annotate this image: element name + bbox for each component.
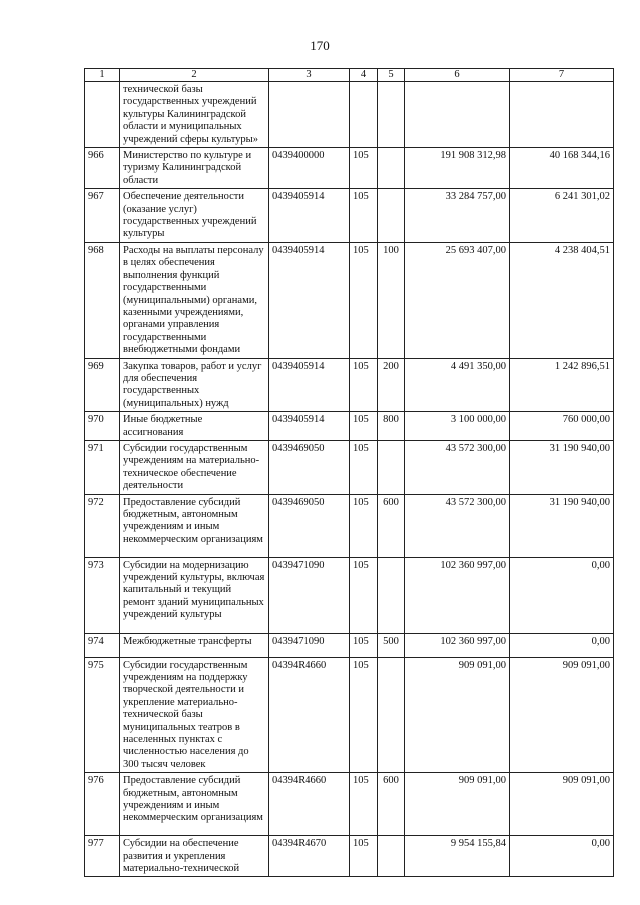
row-number: 971: [85, 440, 120, 494]
row-number: 970: [85, 412, 120, 441]
row-target-code: 0439400000: [269, 148, 350, 189]
row-number: 977: [85, 836, 120, 877]
row-name: Субсидии государственным учреждениям на материально-техническое обеспечение деятельности: [120, 440, 269, 494]
row-target-code: 0439405914: [269, 412, 350, 441]
row-name: Иные бюджетные ассигнования: [120, 412, 269, 441]
row-expense-type: [378, 836, 405, 877]
row-name: Субсидии на обеспечение развития и укрепления материально-технической: [120, 836, 269, 877]
row-amount-1: 909 091,00: [405, 773, 510, 836]
row-amount-2: 0,00: [510, 633, 614, 657]
row-number: 968: [85, 242, 120, 358]
row-target-code: 0439471090: [269, 633, 350, 657]
row-name: технической базы государственных учреждений культуры Калининградской области и муниципальных учреждений сферы культуры»: [120, 82, 269, 148]
row-chapter: [350, 82, 378, 148]
row-number: 974: [85, 633, 120, 657]
row-number: 967: [85, 189, 120, 243]
header-row: [85, 69, 614, 82]
row-expense-type: 100: [378, 242, 405, 358]
row-amount-1: 4 491 350,00: [405, 358, 510, 412]
row-chapter: 105: [350, 836, 378, 877]
header-cell: 3: [269, 69, 350, 82]
row-expense-type: [378, 440, 405, 494]
row-chapter: 105: [350, 633, 378, 657]
row-amount-2: 31 190 940,00: [510, 440, 614, 494]
budget-table: [84, 68, 614, 877]
table-row: [85, 557, 614, 633]
header-cell: 6: [405, 69, 510, 82]
row-amount-1: 9 954 155,84: [405, 836, 510, 877]
row-expense-type: [378, 189, 405, 243]
row-expense-type: [378, 557, 405, 633]
row-number: 973: [85, 557, 120, 633]
row-expense-type: [378, 82, 405, 148]
row-chapter: 105: [350, 557, 378, 633]
table-row: [85, 412, 614, 441]
row-amount-2: 31 190 940,00: [510, 494, 614, 557]
row-number: 966: [85, 148, 120, 189]
row-target-code: 04394R4670: [269, 836, 350, 877]
table-row: [85, 440, 614, 494]
row-amount-1: 102 360 997,00: [405, 633, 510, 657]
row-target-code: 0439405914: [269, 358, 350, 412]
table-row: [85, 358, 614, 412]
table-row: [85, 82, 614, 148]
row-chapter: 105: [350, 440, 378, 494]
row-name: Министерство по культуре и туризму Калининградской области: [120, 148, 269, 189]
row-name: Расходы на выплаты персоналу в целях обеспечения выполнения функций государственными (муниципальными) органами, казенными учреждениями, органами управления государственными внебюджетными фондами: [120, 242, 269, 358]
table-row: [85, 242, 614, 358]
page-number: 170: [310, 38, 330, 53]
row-name: Субсидии на модернизацию учреждений культуры, включая капитальный и текущий ремонт зданий муниципальных учреждений культуры: [120, 557, 269, 633]
row-expense-type: 500: [378, 633, 405, 657]
row-expense-type: 200: [378, 358, 405, 412]
row-amount-2: 4 238 404,51: [510, 242, 614, 358]
row-number: 969: [85, 358, 120, 412]
row-expense-type: [378, 657, 405, 773]
row-target-code: 0439469050: [269, 494, 350, 557]
row-amount-2: 760 000,00: [510, 412, 614, 441]
row-amount-1: 43 572 300,00: [405, 440, 510, 494]
row-chapter: 105: [350, 773, 378, 836]
row-chapter: 105: [350, 657, 378, 773]
header-cell: 2: [120, 69, 269, 82]
row-amount-1: 909 091,00: [405, 657, 510, 773]
row-name: Обеспечение деятельности (оказание услуг) государственных учреждений культуры: [120, 189, 269, 243]
row-chapter: 105: [350, 494, 378, 557]
row-amount-1: 3 100 000,00: [405, 412, 510, 441]
table-row: [85, 836, 614, 877]
header-cell: 5: [378, 69, 405, 82]
row-number: 972: [85, 494, 120, 557]
row-amount-1: 43 572 300,00: [405, 494, 510, 557]
row-expense-type: 800: [378, 412, 405, 441]
table-row: [85, 657, 614, 773]
row-number: 975: [85, 657, 120, 773]
table-row: [85, 189, 614, 243]
header-cell: 4: [350, 69, 378, 82]
row-target-code: 04394R4660: [269, 657, 350, 773]
row-target-code: 0439469050: [269, 440, 350, 494]
row-target-code: 0439405914: [269, 242, 350, 358]
row-target-code: 04394R4660: [269, 773, 350, 836]
row-amount-2: 909 091,00: [510, 773, 614, 836]
row-target-code: [269, 82, 350, 148]
row-chapter: 105: [350, 189, 378, 243]
row-amount-2: 40 168 344,16: [510, 148, 614, 189]
row-amount-2: 6 241 301,02: [510, 189, 614, 243]
row-chapter: 105: [350, 358, 378, 412]
table-row: [85, 633, 614, 657]
row-amount-1: [405, 82, 510, 148]
row-amount-2: [510, 82, 614, 148]
row-name: Закупка товаров, работ и услуг для обеспечения государственных (муниципальных) нужд: [120, 358, 269, 412]
row-number: [85, 82, 120, 148]
table-row: [85, 494, 614, 557]
header-cell: 7: [510, 69, 614, 82]
row-expense-type: [378, 148, 405, 189]
row-amount-1: 191 908 312,98: [405, 148, 510, 189]
row-name: Межбюджетные трансферты: [120, 633, 269, 657]
row-amount-2: 909 091,00: [510, 657, 614, 773]
row-number: 976: [85, 773, 120, 836]
row-amount-1: 25 693 407,00: [405, 242, 510, 358]
row-name: Предоставление субсидий бюджетным, автономным учреждениям и иным некоммерческим организациям: [120, 773, 269, 836]
row-expense-type: 600: [378, 494, 405, 557]
row-name: Субсидии государственным учреждениям на поддержку творческой деятельности и укрепление материально-технической базы муниципальных театров в населенных пунктах с численностью населения до 300 тысяч человек: [120, 657, 269, 773]
row-chapter: 105: [350, 412, 378, 441]
row-amount-1: 102 360 997,00: [405, 557, 510, 633]
row-chapter: 105: [350, 242, 378, 358]
row-amount-2: 0,00: [510, 557, 614, 633]
row-name: Предоставление субсидий бюджетным, автономным учреждениям и иным некоммерческим организациям: [120, 494, 269, 557]
row-amount-2: 0,00: [510, 836, 614, 877]
row-amount-1: 33 284 757,00: [405, 189, 510, 243]
header-cell: 1: [85, 69, 120, 82]
row-expense-type: 600: [378, 773, 405, 836]
row-amount-2: 1 242 896,51: [510, 358, 614, 412]
row-chapter: 105: [350, 148, 378, 189]
table-row: [85, 148, 614, 189]
table-row: [85, 773, 614, 836]
row-target-code: 0439405914: [269, 189, 350, 243]
row-target-code: 0439471090: [269, 557, 350, 633]
